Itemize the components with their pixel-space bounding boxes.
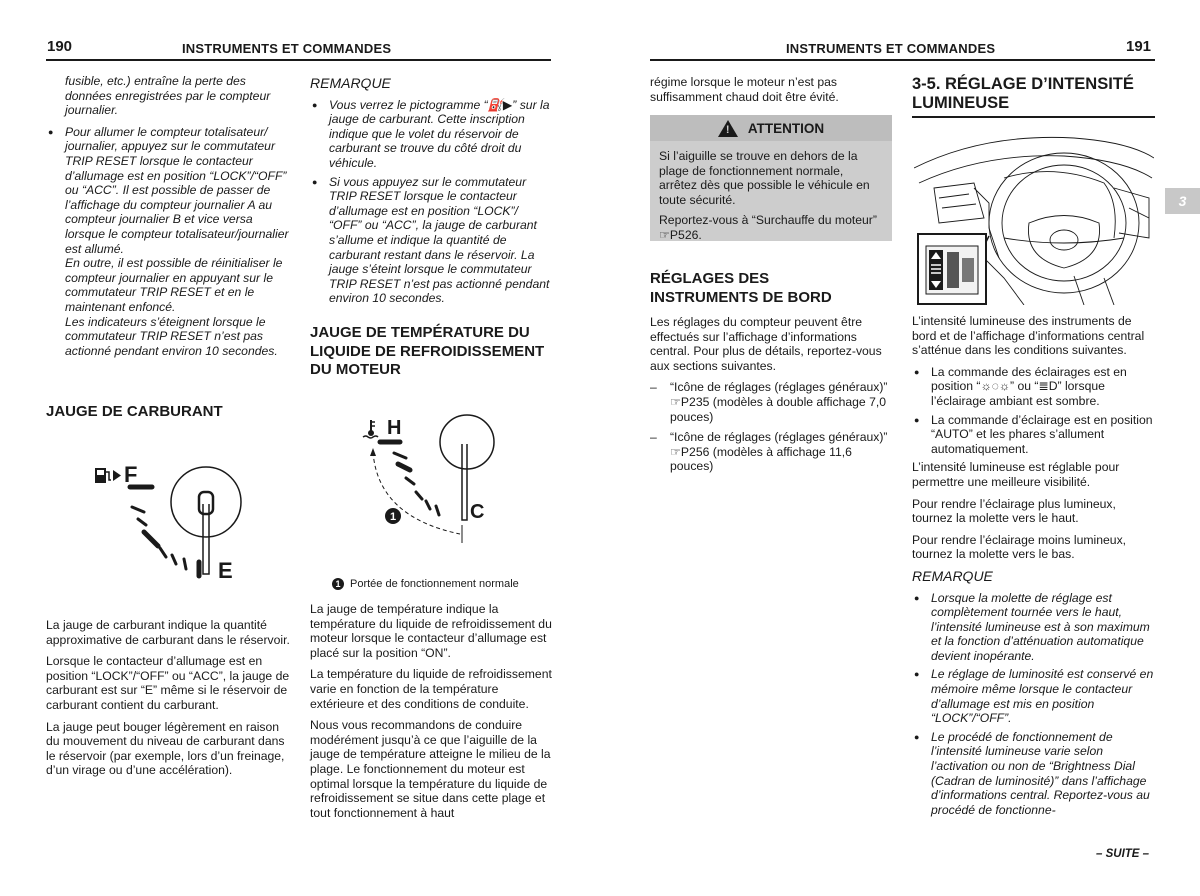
dashboard-illustration bbox=[914, 128, 1154, 305]
temperature-paragraph: Nous vous recommandons de conduire modérément jusqu’à ce que l’aiguille de la jauge de température atteigne le milieu de la plage. Le fonctionnement du moteur est optimal lorsque la température du liquide de refroidissement se situe dans cette plage et tout fonctionnement à haut bbox=[310, 718, 551, 820]
heading-instrument-settings: RÉGLAGES DES INSTRUMENTS DE BORD bbox=[650, 270, 832, 306]
attention-box bbox=[650, 115, 892, 241]
dash-item: – “Icône de réglages (réglages généraux)” ☞P235 (modèles à double affichage 7,0 pouces) bbox=[650, 380, 890, 424]
chapter-tab: 3 bbox=[1165, 188, 1200, 214]
callout-1-number: 1 bbox=[390, 511, 397, 523]
dash-item: – “Icône de réglages (réglages généraux)” ☞P256 (modèles à affichage 11,6 pouces) bbox=[650, 430, 890, 474]
caption-text: Portée de fonctionnement normale bbox=[350, 578, 519, 590]
settings-text-block bbox=[650, 315, 890, 480]
page-header-left: INSTRUMENTS ET COMMANDES bbox=[182, 41, 392, 56]
temperature-paragraph: La jauge de température indique la température du liquide de refroidissement du moteur lorsque le contacteur d’allumage est placé sur la position “ON”. bbox=[310, 602, 552, 660]
callout-number-badge: 1 bbox=[332, 578, 344, 590]
fuel-gauge-illustration bbox=[86, 452, 256, 587]
fuel-gauge-ticks bbox=[130, 487, 199, 576]
page-number-left: 190 bbox=[47, 38, 73, 55]
settings-paragraph: Les réglages du compteur peuvent être effectués sur l’affichage d’informations central. Pour plus de détails, reportez-vous aux sections suivantes. bbox=[650, 315, 882, 373]
fuel-pump-icon bbox=[95, 468, 121, 483]
brightness-paragraph: L’intensité lumineuse est réglable pour permettre une meilleure visibilité. bbox=[912, 460, 1120, 489]
temperature-caption bbox=[332, 578, 519, 590]
bullet-item: ● Vous verrez le pictogramme “⛽▶” sur la jauge de carburant. Cette inscription indique que le volet du réservoir de carburant se trouve du côté droit du véhicule. bbox=[310, 98, 552, 171]
temperature-gauge-illustration bbox=[360, 412, 510, 552]
chapter-heading: 3-5. RÉGLAGE D’INTENSITÉ LUMINEUSE bbox=[912, 75, 1134, 112]
fuel-label-F: F bbox=[124, 462, 138, 487]
bullet-item: ● Le réglage de luminosité est conservé en mémoire même lorsque le contacteur d’allumage est mis en position “LOCK”/“OFF”. bbox=[912, 667, 1156, 725]
page-header-right: INSTRUMENTS ET COMMANDES bbox=[786, 41, 996, 56]
coolant-temperature-icon bbox=[363, 420, 378, 438]
continuation-text-right bbox=[650, 75, 890, 111]
attention-paragraph: Reportez-vous à “Surchauffe du moteur” ☞P526. bbox=[659, 213, 877, 242]
brightness-text-block bbox=[912, 314, 1156, 821]
header-rule-right bbox=[650, 59, 1155, 61]
bullet-item: ● Si vous appuyez sur le commutateur TRIP RESET lorsque le contacteur d’allumage est en position “LOCK”/ “OFF” ou “ACC”, la jauge de carburant s’allume et indique la quantité de carburant restant dans le réservoir. La jauge s’éteint lorsque le commutateur TRIP RESET n’est pas actionné pendant environ 10 secondes. bbox=[310, 175, 552, 306]
temperature-label-C: C bbox=[470, 501, 485, 523]
bullet-item: ● La commande d’éclairage est en position “AUTO” et les phares s’allument automatiquement. bbox=[912, 413, 1156, 457]
temperature-gauge-ticks bbox=[380, 442, 439, 515]
continuation-paragraph: régime lorsque le moteur n’est pas suffisamment chaud doit être évité. bbox=[650, 75, 839, 104]
bullet-text: Les indicateurs s’éteignent lorsque le commutateur TRIP RESET n’est pas actionné pendant environ 10 secondes. bbox=[65, 314, 278, 358]
temperature-paragraph: La température du liquide de refroidissement varie en fonction de la température extérieure et des conditions de conduite. bbox=[310, 667, 552, 711]
bullet-item: ● Lorsque la molette de réglage est complètement tournée vers le haut, l’intensité lumineuse est à son maximum et la fonction d’atténuation automatique devient inopérante. bbox=[912, 591, 1156, 664]
temperature-label-H: H bbox=[387, 417, 402, 439]
fuel-label-E: E bbox=[218, 558, 233, 583]
fuel-paragraph: La jauge de carburant indique la quantité approximative de carburant dans le réservoir. bbox=[46, 618, 290, 647]
brightness-paragraph: L’intensité lumineuse des instruments de bord et de l’affichage d’informations central s’atténue dans les conditions suivantes. bbox=[912, 314, 1145, 358]
temperature-text-block bbox=[310, 602, 553, 827]
remarque-label: REMARQUE bbox=[310, 75, 391, 91]
fuel-paragraph: La jauge peut bouger légèrement en raison du mouvement du niveau de carburant dans le réservoir (par exemple, lors d’un freinage, d’un virage ou d’une accélération). bbox=[46, 719, 285, 778]
bullet-item bbox=[46, 125, 291, 359]
brightness-paragraph: Pour rendre l’éclairage moins lumineux, tournez la molette vers le bas. bbox=[912, 532, 1127, 562]
left-column-2 bbox=[310, 76, 552, 310]
warning-triangle-icon: ! bbox=[718, 120, 738, 137]
chapter-heading-rule bbox=[912, 116, 1155, 118]
attention-paragraph: Si l’aiguille se trouve en dehors de la plage de fonctionnement normale, arrêtez dès que possible le véhicule en toute sécurité. bbox=[659, 149, 870, 207]
page-number-right: 191 bbox=[1126, 38, 1152, 55]
bullet-item: ● Le procédé de fonctionnement de l’intensité lumineuse varie selon l’activation ou non de “Brightness Dial (Cadran de luminosité)” dans l’affichage d’informations central. Reportez-vous au procédé de fonctionne- bbox=[912, 730, 1156, 818]
left-column-1 bbox=[46, 74, 291, 362]
fuel-paragraph: Lorsque le contacteur d’allumage est en position “LOCK”/“OFF” ou “ACC”, la jauge de carburant est sur “E” même si le réservoir de carburant contient du carburant. bbox=[46, 654, 290, 712]
remarque-label: REMARQUE bbox=[912, 567, 993, 584]
suite-label: – SUITE – bbox=[1096, 848, 1150, 860]
bullet-text: ● Pour allumer le compteur totalisateur/ journalier, appuyez sur le commutateur TRIP RESET lorsque le contacteur d’allumage est en position “LOCK”/“OFF” ou “ACC”. Il est possible de passer de l’affichage du compteur journalier A au compteur journalier B et vice versa lorsque le compteur totalisateur/journalier est allumé. bbox=[65, 124, 289, 256]
continuation-text: fusible, etc.) entraîne la perte des données enregistrées par le compteur journalier. bbox=[65, 74, 271, 118]
bullet-item: ● La commande des éclairages est en position “☼◌☼” ou “≣D” lorsque l’éclairage ambiant est sombre. bbox=[912, 365, 1156, 409]
brightness-paragraph: Pour rendre l’éclairage plus lumineux, tournez la molette vers le haut. bbox=[912, 496, 1116, 526]
heading-temperature-gauge: JAUGE DE TEMPÉRATURE DU LIQUIDE DE REFROIDISSEMENT DU MOTEUR bbox=[310, 324, 545, 378]
attention-header bbox=[650, 115, 892, 141]
fuel-text-block bbox=[46, 618, 291, 785]
heading-fuel-gauge: JAUGE DE CARBURANT bbox=[46, 403, 223, 420]
attention-title: ATTENTION bbox=[747, 120, 825, 136]
attention-body bbox=[650, 141, 892, 257]
header-rule-left bbox=[46, 59, 551, 61]
bullet-text: En outre, il est possible de réinitialiser le compteur journalier en appuyant sur le commutateur TRIP RESET et en le maintenant enfoncé. bbox=[65, 256, 283, 314]
